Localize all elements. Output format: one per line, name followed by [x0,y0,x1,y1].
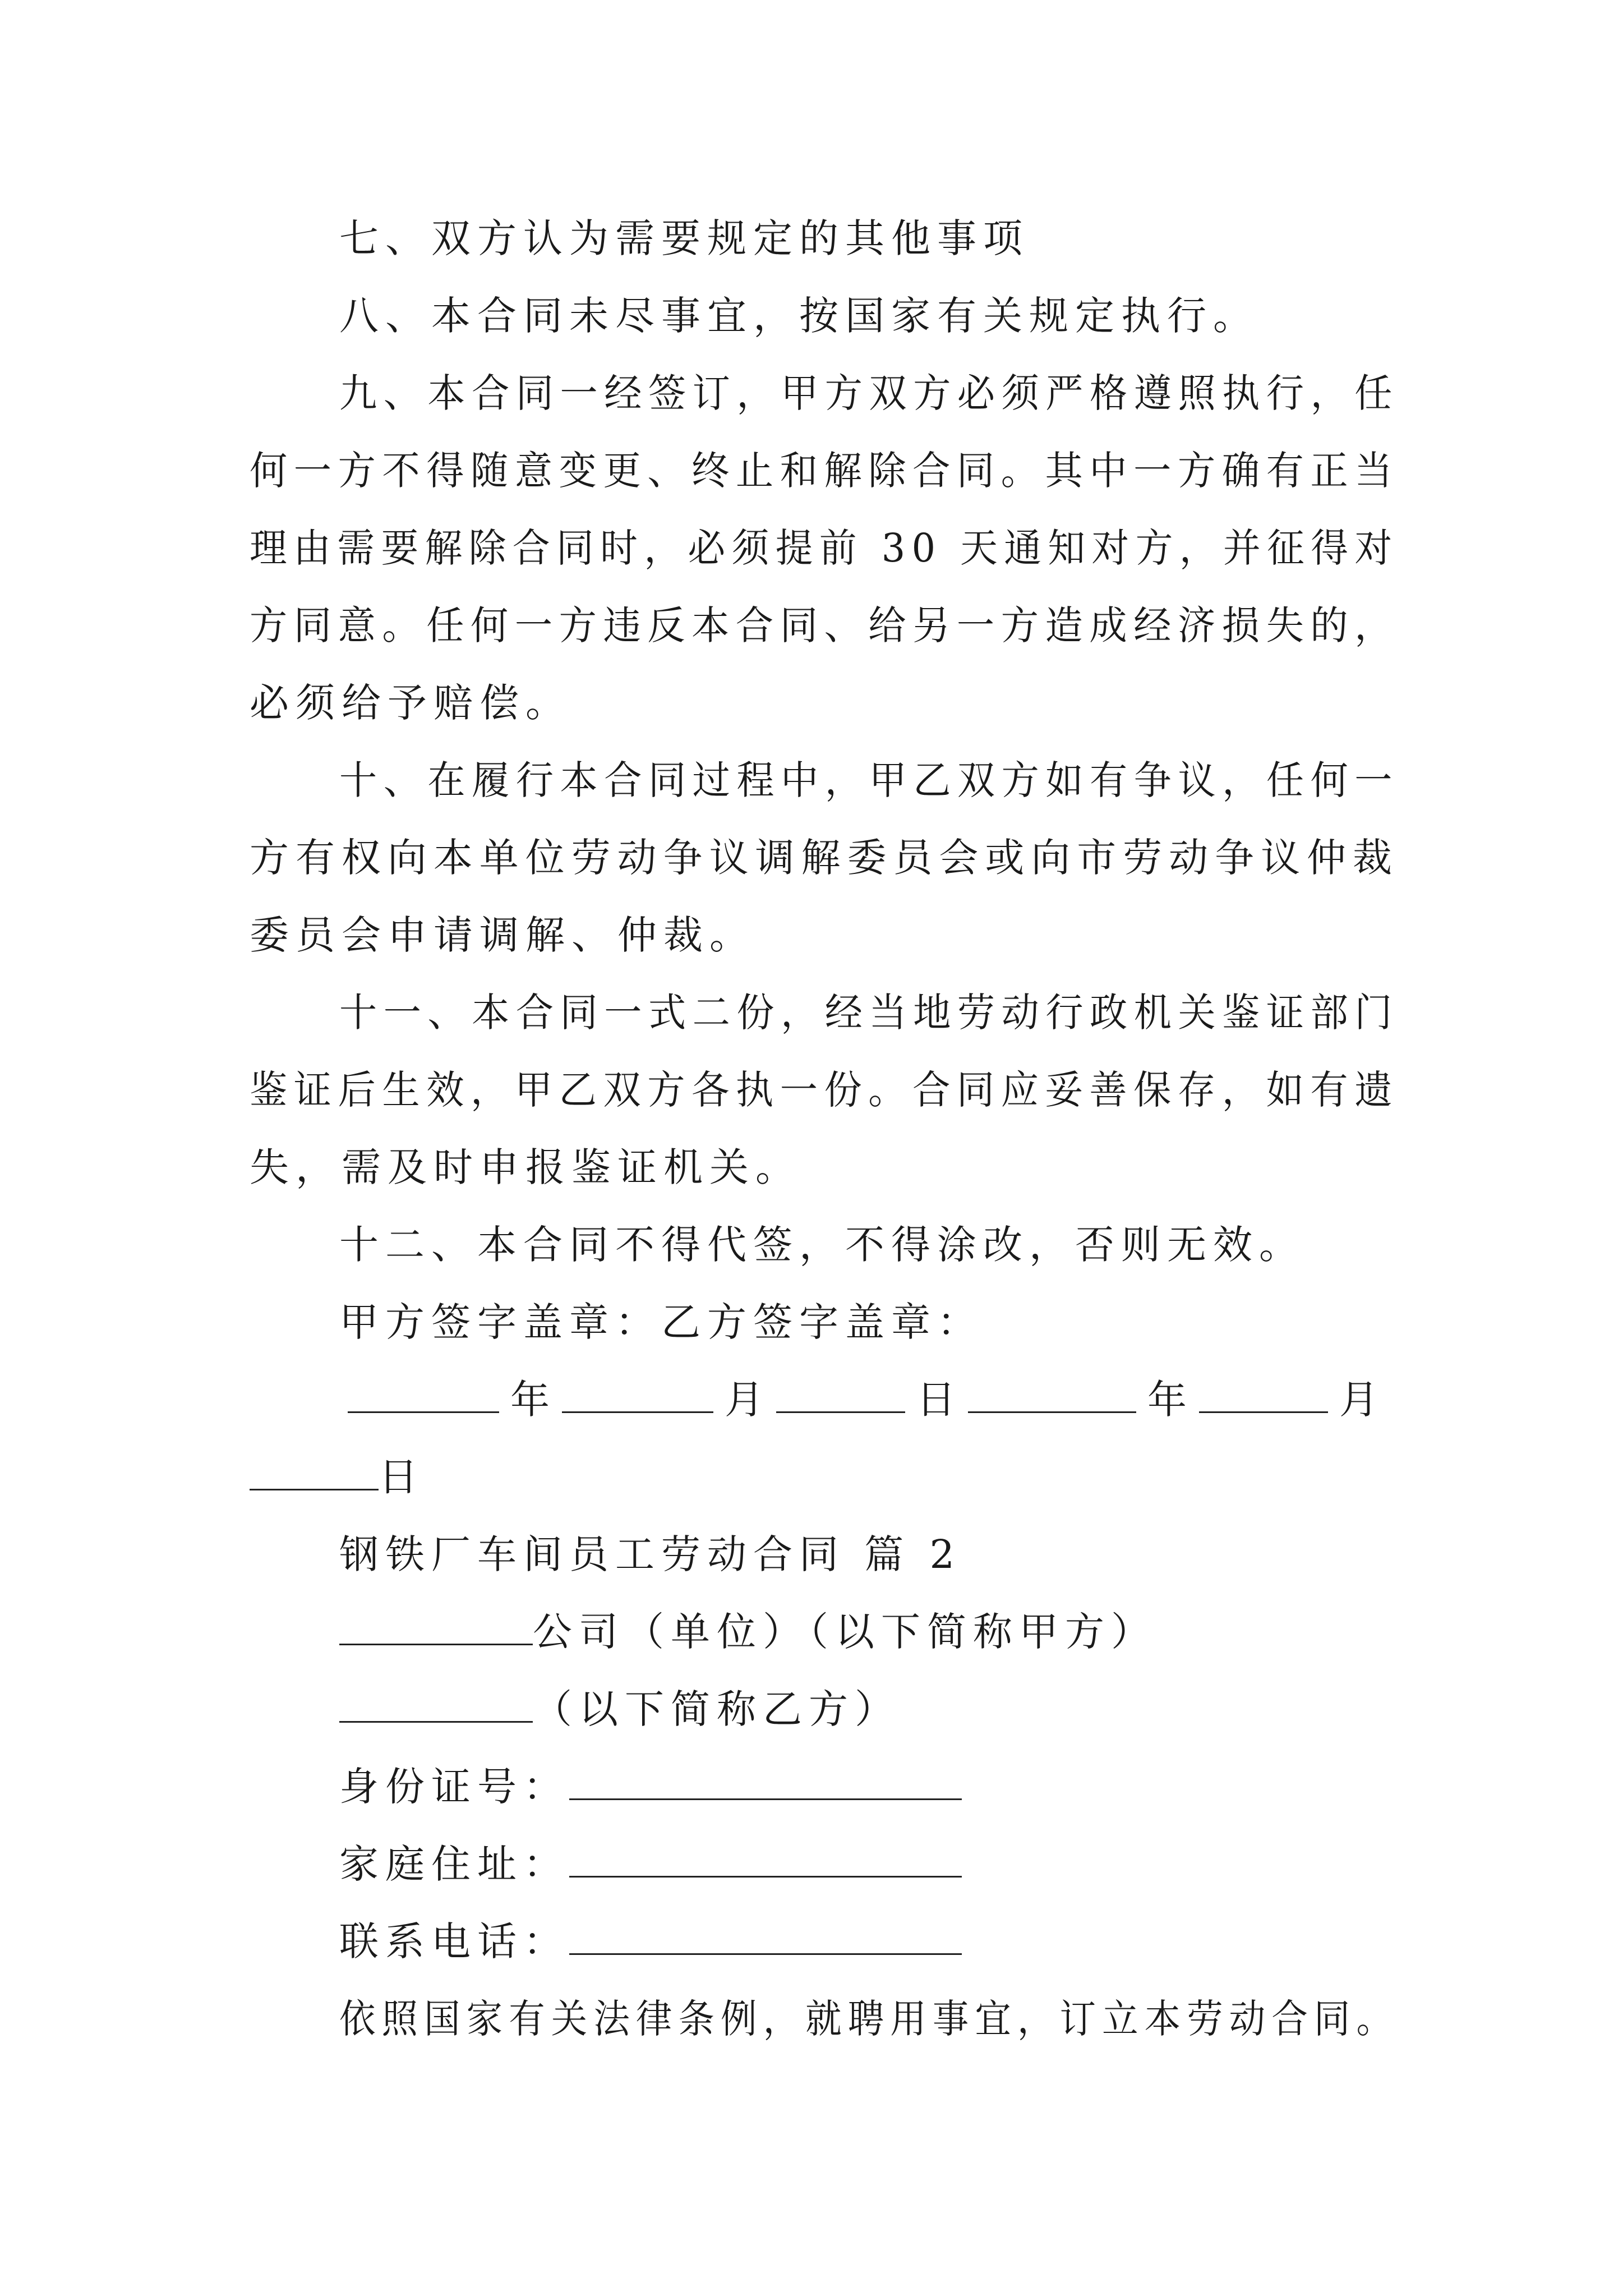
party-a-suffix: 公司（单位）（以下简称甲方） [533,1609,1157,1655]
clause-9-line-5: 必须给予赔偿。 [250,680,571,726]
day-label-a: 日 [916,1377,962,1423]
party-b-line [339,1684,901,1734]
clause-11-line-2: 鉴证后生效，甲乙双方各执一份。合同应妥善保存，如有遗 [250,1067,1399,1113]
year-label-a: 年 [510,1377,556,1423]
day-blank-b[interactable] [250,1454,379,1490]
clause-9-line-1: 九、本合同一经签订，甲方双方必须严格遵照执行，任 [339,370,1399,416]
party-a-blank[interactable] [339,1609,533,1645]
address-blank[interactable] [569,1841,962,1878]
party-a-line [339,1607,1157,1657]
signature-label: 甲方签字盖章：乙方签字盖章： [339,1299,983,1345]
phone-line [339,1916,962,1967]
closing-paragraph: 依照国家有关法律条例，就聘用事宜，订立本劳动合同。 [339,1996,1399,2042]
month-label-a: 月 [725,1377,771,1423]
clause-12: 十二、本合同不得代签，不得涂改，否则无效。 [339,1222,1305,1268]
clause-11-line-1: 十一、本合同一式二份，经当地劳动行政机关鉴证部门 [339,990,1399,1036]
signature-day-line [250,1452,425,1502]
year-blank-a[interactable] [348,1377,499,1413]
clause-7: 七、双方认为需要规定的其他事项 [339,215,1029,261]
address-label: 家庭住址： [339,1841,569,1887]
day-label-b: 日 [379,1454,425,1500]
address-line [339,1839,962,1889]
party-b-suffix: （以下简称乙方） [533,1686,901,1732]
clause-10-line-3: 委员会申请调解、仲裁。 [250,912,755,958]
year-blank-b[interactable] [968,1377,1136,1413]
clause-9-line-2: 何一方不得随意变更、终止和解除合同。其中一方确有正当 [250,448,1399,494]
month-label-b: 月 [1339,1377,1385,1423]
phone-blank[interactable] [569,1918,962,1955]
year-label-b: 年 [1147,1377,1193,1423]
clause-9-line-4: 方同意。任何一方违反本合同、给另一方造成经济损失的， [250,602,1399,648]
phone-label: 联系电话： [339,1918,569,1964]
id-number-blank[interactable] [569,1764,962,1800]
signature-dates [348,1374,1385,1425]
month-blank-a[interactable] [562,1377,713,1413]
party-b-blank[interactable] [339,1686,533,1723]
clause-10-line-2: 方有权向本单位劳动争议调解委员会或向市劳动争议仲裁 [250,835,1399,881]
clause-11-line-3: 失，需及时申报鉴证机关。 [250,1144,801,1190]
id-number-label: 身份证号： [339,1764,569,1810]
clause-8: 八、本合同未尽事宜，按国家有关规定执行。 [339,293,1259,339]
clause-10-line-1: 十、在履行本合同过程中，甲乙双方如有争议，任何一 [339,757,1399,803]
day-blank-a[interactable] [776,1377,905,1413]
clause-9-line-3: 理由需要解除合同时，必须提前 30 天通知对方，并征得对 [250,525,1399,571]
id-number-line [339,1761,962,1812]
section-2-title: 钢铁厂车间员工劳动合同 篇 2 [339,1531,962,1577]
month-blank-b[interactable] [1199,1377,1328,1413]
